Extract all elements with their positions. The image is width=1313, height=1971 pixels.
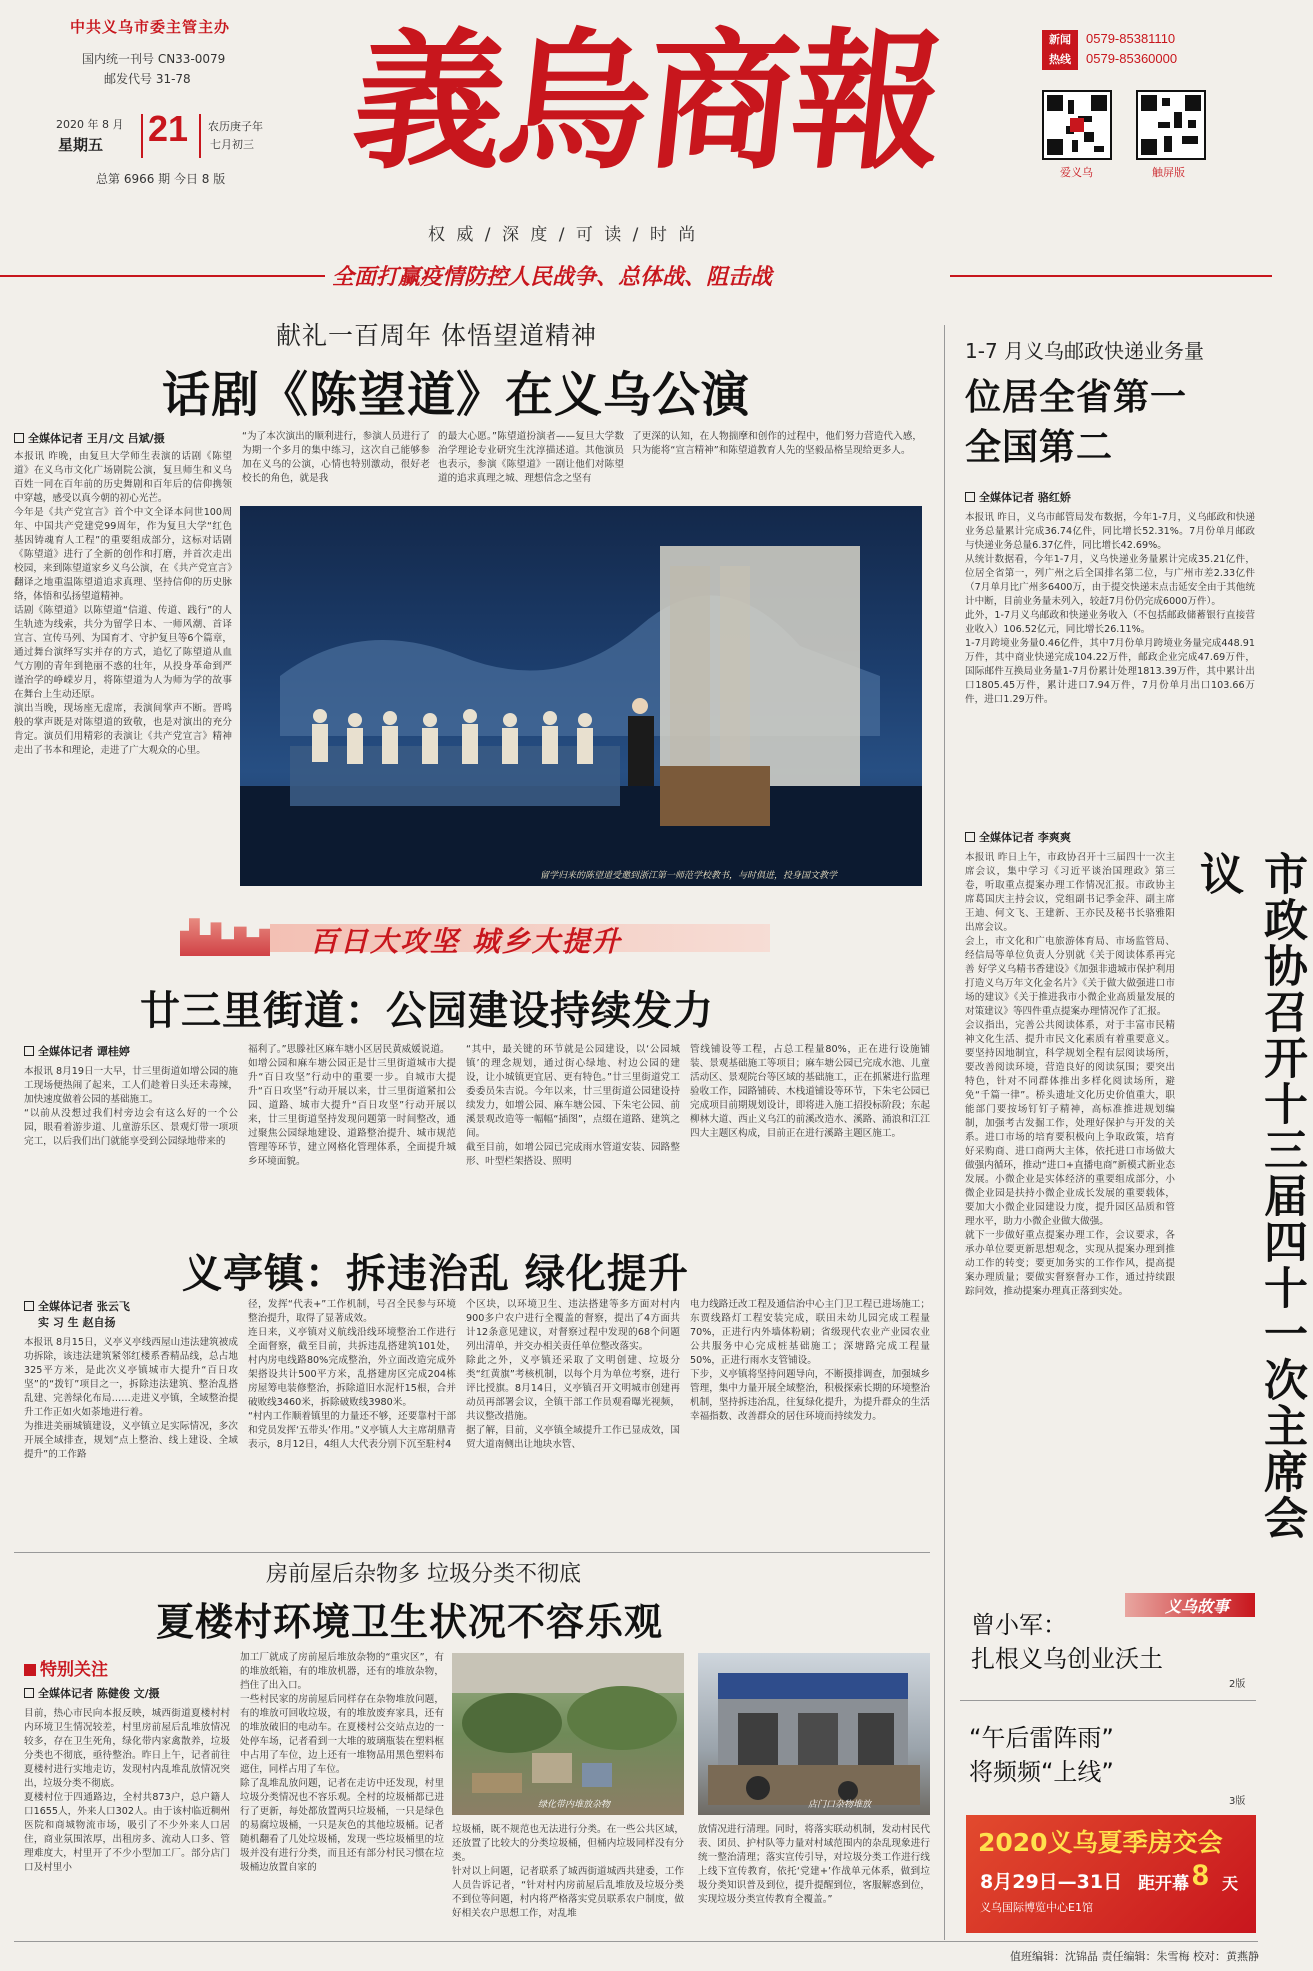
nianshan-article	[0, 965, 940, 1235]
weather-title-2: 将频频“上线”	[969, 1758, 1114, 1786]
lead-byline-text: 全媒体记者 王月/文 吕斌/摄	[28, 432, 165, 445]
lead-kicker: 献礼一百周年 体悟望道精神	[276, 321, 597, 350]
cppcc-byline-text: 全媒体记者 李爽爽	[979, 831, 1071, 844]
xialou-photo-greenbelt	[452, 1653, 684, 1815]
nianshan-headline: 廿三里街道：公园建设持续发力	[140, 988, 714, 1034]
xialou-photo-storefront	[698, 1653, 930, 1815]
story-teaser[interactable]	[955, 1585, 1260, 1695]
cppcc-body: 本报讯 昨日上午，市政协召开十三届四十一次主席会议，集中学习《习近平谈治国理政》第三卷，听取重点提案办理工作情况汇报。市政协主席葛国庆主持会议，党组副书记季金萍、副主席王迪、何文飞、王建新、王亦民及秘书长骆雅阳出席会议。 会上，市文化和广电旅游体育局、市场监管局、经信局等单位负责人分别就《关于阅读体系再完善 好学义乌精书香建设》《加强非遗城市保护利用 打造义乌万年文化金名片》《关于做大做强进口市场的建议》《关于推进我市小微企业高质量发展的对策建议》等四件重点提案办理情况作了汇报。 会议指出，完善公共阅读体系，对于丰富市民精神文化生活、提升市民文化素质有着重要意义。要坚持因地制宜，科学规划全程有层阅读场所，要改善阅读环境，营造良好的阅读氛围；要突出特色，针对不同群体推出多样化阅读场所，避免“千篇一律”。桥头遗址文化历史价值重大，职能部门要按场钉钉子精神，高标准推进规划编制，加强考古发掘工作，处理好保护与开发的关系。进口市场的培育要积极向上争取政策，培育好采购商、进口商两大主体，依托进口市场做大做强内循环，推动“进口+直播电商”新模式新业态发展。小微企业是实体经济的重要组成部分，小微企业园是扶持小微企业成长发展的重要载体，要加大小微企业园建设力度，提升园区品质和管理水平，助力小微企业做大做强。 就下一步做好重点提案办理工作，会议要求，各承办单位要更新思想观念，实现从提案办理到推动工作的转变；要更加务实的工作作风，提高提案办理质量；要做实督察督办工作，通过持续跟踪问效，推动提案办理真正落到实处。	[965, 852, 1175, 1297]
footer-rule	[14, 1941, 1258, 1942]
xialou-caption-2: 店门口杂物堆放	[808, 1800, 872, 1810]
byline-box-icon	[24, 1046, 34, 1056]
date-divider-2	[199, 114, 201, 158]
hotline-badge	[1042, 30, 1078, 70]
yiting-column-1: 本报讯 8月15日，义亭义亭线西屋山违法建筑被成功拆除，该违法建筑紧邻红楼系香精品线，总占地325平方米，是此次义亭镇城市大提升“百日攻坚”的“拨钉”项目之一，拆除违法建筑、整治乱搭乱建、完善绿化布局……走进义亭镇，全域整治提升工作正如火如荼地进行着。 为推进美丽城镇建设，义亭镇立足实际情况，多次开展全域排查，规划“点上整治、线上建设、全域提升”的工作路	[24, 1337, 238, 1460]
xialou-headline: 夏楼村环境卫生状况不容乐观	[156, 1600, 664, 1644]
newspaper-title: 義烏商報	[345, 14, 949, 190]
nianshan-column-4: 管线铺设等工程，占总工程量80%，正在进行设施铺装、景观基础施工等项目；麻车塘公园已完成水池、儿童活动区、景观院台等区域的基础施工，正在抓紧进行监理验收工作，园路铺砖、木栈道铺设等环节，下朱宅公园已完成项目前期规划设计，即将进入施工招投标阶段；东起柳林大道、西止义乌江的前溪改造水、溪路、涌浪和江江四大主题区构成，目前正在进行溪路主题区施工。	[690, 1044, 930, 1139]
express-kicker: 1-7 月义乌邮政快递业务量	[965, 339, 1205, 363]
cppcc-byline	[965, 829, 1071, 845]
xialou-byline	[24, 1685, 160, 1701]
nianshan-byline-text: 全媒体记者 谭桂婷	[38, 1045, 130, 1058]
right-column-divider	[944, 325, 945, 1940]
yiting-byline-2: 实 习 生 赵自扬	[38, 1316, 116, 1329]
stage-scene-svg	[240, 506, 922, 886]
qr-label-ai-yiwu: 爱义乌	[1060, 166, 1093, 179]
special-focus-icon	[24, 1664, 36, 1676]
weather-title-1: “午后雷阵雨”	[969, 1724, 1114, 1752]
nianshan-column-2: 福利了。”思滕社区麻车塘小区居民黄威媛说道。 如增公园和麻车塘公园正是廿三里街道城市大提升“百日攻坚”行动中的重要一步。自城市大提升“百日攻坚”行动开展以来，廿三里街道紧扣公园、道路、城市大提升“百日攻坚”行动开展以来，廿三里街道坚持发现问题第一时间整改，通过聚焦公园绿地建设、道路整治提升、城市规范管理等环节，建立网格化管理体系，全面提升城乡环境面貌。	[248, 1044, 456, 1167]
express-headline-1: 位居全省第一	[965, 377, 1188, 418]
byline-box-icon	[24, 1301, 34, 1311]
house-fair-title: 2020义乌夏季房交会	[978, 1828, 1223, 1857]
masthead	[0, 0, 1272, 300]
lead-column-4: 了更深的认知，在人物揣摩和创作的过程中，他们努力营造代入感，只为能将“宣言精神”和陈望道教育人先的坚毅品格呈现给更多人。	[632, 431, 922, 456]
express-headline-2: 全国第二	[965, 427, 1114, 468]
lunar-date-2: 七月初三	[210, 138, 254, 151]
lead-column-1: 本报讯 昨晚，由复旦大学师生表演的话剧《陈望道》在义乌市文化广场剧院公演，复旦师生和义乌百姓一同在百年前的历史舞剧和百年后的信仰携领中穿越，感受以真今朝的初心光芒。 今年是《共产党宣言》首个中文全译本问世100周年、中国共产党建党99周年，作为复旦大学“红色基因铸魂育人工程”的重要组成部分，这标对话剧《陈望道》进行了全新的创作和打磨，并首次走出校园，来到陈望道家乡义乌公演，在《共产党宣言》翻译之地重温陈望道追求真理、坚持信仰的历史脉络，体悟和弘扬望道精神。 话剧《陈望道》以陈望道“信道、传道、践行”的人生轨迹为线索，共分为留学日本、一师风潮、首译宣言、宣传马列、为国育才、守护复旦等6个篇章，通过舞台演绎写实并存的方式，追忆了陈望道从血气方刚的青年到艳丽不惑的壮年，从投身革命到严谨治学的峥嵘岁月，将陈望道为人为师为学的故事在舞台上生动还原。 演出当晚，现场座无虚席，表演间掌声不断。晋鸣般的掌声既是对陈望道的致敬，也是对演出的充分肯定。演员们用精彩的表演让《共产党宣言》精神走出了书本和理论，走进了广大观众的心里。	[14, 451, 232, 756]
lead-headline: 话剧《陈望道》在义乌公演	[162, 367, 751, 423]
special-focus-tag	[24, 1655, 108, 1680]
lead-byline	[14, 430, 165, 446]
qr-label-mobile: 触屏版	[1152, 166, 1185, 179]
issue-info: 总第 6966 期 今日 8 版	[96, 172, 226, 186]
weather-page-ref: 3版	[1229, 1796, 1246, 1807]
story-tag: 义乌故事	[1165, 1597, 1230, 1616]
lead-column-3: 的最大心愿。”陈望道扮演者——复旦大学数治学理论专业研究生沈淳描述道。其他演员也表示，参演《陈望道》一剧让他们对陈望道的追求真理之城、理想信念之坚有	[438, 431, 624, 484]
story-title-1: 曾小军：	[971, 1611, 1067, 1639]
xialou-caption-1: 绿化带内堆放杂物	[538, 1800, 611, 1810]
qr-code-ai-yiwu[interactable]	[1042, 90, 1112, 160]
byline-box-icon	[965, 492, 975, 502]
campaign-skyline	[180, 914, 270, 956]
cppcc-article	[955, 815, 1307, 1585]
lead-article	[0, 300, 930, 900]
section-divider	[14, 1552, 930, 1553]
nianshan-column-3: “其中，最关键的环节就是公园建设，以‘公园城镇’的理念规划，通过街心绿地、村边公园的建设，让小城镇更宜居、更有特色。”廿三里街道党工委委员朱吉说。今年以来，廿三里街道公园建设持续发力，如增公园、麻车塘公园、下朱宅公园、前溪景观改造等一幅幅“插图”，点缀在道路、建筑之间。 截至目前，如增公园已完成雨水管道安装、园路整形、叶型栏架搭设、照明	[466, 1044, 680, 1167]
yiting-column-4: 电力线路迁改工程及通信治中心主门卫工程已进场施工；东贾线路灯工程安装完成，联田未幼儿园完成工程量70%，正进行内外墙体粉刷；省级现代农业产业园农业公共服务中心完成桩基础施工；深塘路完成工程量50%，正进行雨水支管铺设。 下步，义亭镇将坚持问题导向，不断摸排调查，加强城乡管理，集中力量开展全域整治，积极探索长期的环境整治机制，坚持拆违治乱，往复绿化提升，为提升群众的生活幸福指数、改善群众的居住环境而持续发力。	[690, 1299, 930, 1422]
postal-code: 邮发代号 31-78	[104, 72, 191, 86]
weekday: 星期五	[58, 136, 104, 154]
weather-teaser[interactable]	[955, 1700, 1260, 1810]
nianshan-column-1: 本报讯 8月19日一大早，廿三里街道如增公园的施工现场便热闹了起来，工人们趁着日头还未毒辣，加快速度做着公园的基础施工。 “以前从没想过我们村旁边会有这么好的一个公园，眼看着游步道、儿童游乐区、景观灯带一项项完工，以后我们出门就能享受到公园绿地带来的	[24, 1066, 238, 1147]
house-fair-venue: 义乌国际博览中心E1馆	[980, 1901, 1093, 1914]
yiting-column-3: 个区块，以环境卫生、违法搭建等多方面对村内900多户农户进行全覆盖的督察，提出了4方面共计12条意见建议，对督察过程中发现的68个问题列出清单，并交办相关责任单位整改落实。 除此之外，义亭镇还采取了文明创建、垃圾分类“红黄旗”考核机制，以每个月为单位考察，进行评比授旗。8月14日，义亭镇召开文明城市创建再动员再部署会议，全镇干部工作员观看曝光视频，共议整改措施。 据了解，目前，义亭镇全域提升工作已显成效，国贸大道南侧出让地块水管、	[466, 1299, 680, 1450]
banner-rule-left	[0, 275, 325, 277]
house-fair-ad[interactable]	[966, 1815, 1256, 1933]
xialou-article	[0, 1555, 940, 1940]
xialou-column-1: 目前，热心市民向本报反映，城西街道夏楼村村内环境卫生情况较差，村里房前屋后乱堆放情况较多，存在卫生死角，绿化带内家禽散养，垃圾分类也不彻底，亟待整治。昨日上午，记者前往夏楼村进行实地走访，发现村内乱堆乱放情况突出，垃圾分类不彻底。 夏楼村位于四通路边，全村共873户，总户籍人口1655人，外来人口302人。由于该村临近稠州医院和商城物流市场，吸引了不少外来人口居住，商业氛围浓厚，出租房多、流动人口多、管理难度大，村里开了不少小型加工厂。部分店门口及村里小	[24, 1708, 230, 1873]
phone-1: 0579-85381110	[1086, 31, 1176, 46]
xialou-column-2: 加工厂就成了房前屋后堆放杂物的“重灾区”，有的堆放纸箱，有的堆放机器，还有的堆放杂物，挡住了出入口。 一些村民家的房前屋后同样存在杂物堆放问题，有的堆放可回收垃圾，有的堆放废弃家具，还有的堆放破旧的电动车。在夏楼村公交站点边的一处停车场，记者看到一大堆的玻璃瓶装在塑料框中占用了车位，边上还有一堆物品用黑色塑料布遮住，同样占用了车位。 除了乱堆乱放问题，记者在走访中还发现，村里垃圾分类情况也不容乐观。全村的垃圾桶都已进行了更新，每处都放置两只垃圾桶，一只是绿色的易腐垃圾桶，一只是灰色的其他垃圾桶。记者随机翻看了几处垃圾桶，发现一些垃圾桶里的垃圾并没有进行分类，而且还有部分村民习惯在垃圾桶边放置自家的	[240, 1652, 444, 1873]
day-number: 21	[148, 108, 189, 149]
campaign-banner	[150, 912, 790, 960]
special-focus-label: 特别关注	[40, 1660, 108, 1680]
byline-box-icon	[14, 433, 24, 443]
yiting-headline: 义亭镇：拆违治乱 绿化提升	[182, 1251, 689, 1297]
footer-editors: 值班编辑：沈锦晶 责任编辑：朱雪梅 校对：黄燕静	[1010, 1950, 1259, 1963]
issn: 国内统一刊号 CN33-0079	[82, 52, 226, 66]
xialou-kicker: 房前屋后杂物多 垃圾分类不彻底	[266, 1562, 581, 1587]
xialou-column-4: 放情况进行清理。同时，将落实联动机制，发动村民代表、团员、护村队等力量对村域范围内的杂乱现象进行统一整治清理；落实宣传引导，对垃圾分类工作进行线上线下宣传教育，依托‘党建+’作战单元体系，做到垃圾分类知识普及到位，提升提醒到位，客服解惑到位，实现垃圾分类宣传教育全覆盖。”	[698, 1824, 930, 1905]
yiting-article	[0, 1240, 940, 1560]
date-divider	[141, 114, 143, 158]
qr-code-mobile[interactable]	[1136, 90, 1206, 160]
house-fair-dates: 8月29日—31日	[980, 1871, 1123, 1893]
byline-box-icon	[24, 1688, 34, 1698]
hotline-label-2: 热线	[1049, 53, 1071, 66]
sponsor: 中共义乌市委主管主办	[70, 18, 231, 36]
lead-photo-caption: 留学归来的陈望道受邀到浙江第一师范学校教书，与时俱进，投身国文教学	[540, 871, 838, 881]
yiting-column-2: 径，发挥“代表+”工作机制，号召全民参与环境整治提升，取得了显著成效。 连日来，义亭镇对义航线沿线环境整治工作进行全面督察，截至目前，共拆违乱搭建筑101处，村内房电线路80%完成整治，外立面改造完成外架搭设共计500平方米，乱搭建房区完成204栋房屋筹电装修整治，拆除道旧水泥杆15根，合并破败线3460米，拆除破败线3980米。 “村内工作顺着镇里的力量还不够，还要靠村干部和党员发挥‘五带头’作用。”义亭镇人大主席胡鼎青表示，8月12日，4组人大代表分别下沉至駐村4	[248, 1299, 456, 1450]
greenbelt-scene-svg	[452, 1653, 684, 1815]
express-byline-text: 全媒体记者 骆红娇	[979, 491, 1071, 504]
nianshan-byline	[24, 1043, 130, 1059]
campaign-slogan: 百日大攻坚 城乡大提升	[310, 925, 622, 958]
cppcc-headline: 市政协召开十三届四十一次主席会议	[1192, 851, 1307, 1541]
countdown-unit: 天	[1222, 1874, 1239, 1893]
xialou-column-3: 垃圾桶，既不规范也无法进行分类。在一些公共区域，还放置了比较大的分类垃圾桶，但桶内垃圾同样没有分类。 针对以上问题，记者联系了城西街道城西共建委，工作人员告诉记者，“针对村内房前屋后乱堆放及垃圾分类不到位等问题，村内将严格落实党员联系农户制度，做好相关农户思想工作，对乱堆	[452, 1824, 684, 1919]
story-title-2: 扎根义乌创业沃土	[971, 1645, 1163, 1673]
banner-rule-right	[950, 275, 1272, 277]
countdown-label: 距开幕	[1138, 1874, 1189, 1894]
lunar-date-1: 农历庚子年	[208, 120, 263, 133]
express-article	[955, 325, 1260, 825]
xialou-byline-text: 全媒体记者 陈健俊 文/摄	[38, 1687, 160, 1700]
date-line: 2020 年 8 月	[56, 118, 124, 131]
hotline-label-1: 新闻	[1049, 33, 1071, 46]
banner-slogan: 全面打赢疫情防控人民战争、总体战、阻击战	[332, 265, 773, 290]
lead-photo-stage	[240, 506, 922, 886]
yiting-byline-1	[24, 1298, 130, 1314]
lead-column-2: “为了本次演出的顺利进行，参演人员进行了为期一个多月的集中练习，这次自己能够参加在义乌的公演，心情也特别激动，很好老校长的角色，就是我	[242, 431, 430, 484]
phone-2: 0579-85360000	[1086, 51, 1178, 66]
express-body: 本报讯 昨日，义乌市邮管局发布数据，今年1-7月，义乌邮政和快递业务总量累计完成36.74亿件，同比增长52.31%。7月份单月邮政与快递业务总量6.37亿件，同比增长42.69%。 从统计数据看，今年1-7月，义乌快递业务量累计完成35.21亿件，位居全省第一，列广州之后全国排名第二位，与广州市差2.33亿件（7月单月比广州多6400万，由于提交快递末点击延安全由于其他统计中断，目前业务量未列入，较赶7月份仍完成6000万件）。 此外，1-7月义乌邮政和快递业务收入（不包括邮政储蓄银行直接营业收入）106.52亿元，同比增长26.11%。 1-7月跨境业务量0.46亿件，其中7月份单月跨境业务量完成448.91万件，其中商业快递完成104.22万件，邮政企业完成47.69万件，国际邮件互换局业务量1-7月份累计处理1813.39万件，其中累计出口1805.45万件，累计进口7.94万件，7月份单月出口103.66万件，进口1.29万件。	[965, 512, 1255, 705]
storefront-scene-svg	[698, 1653, 930, 1815]
slogan: 权 威 / 深 度 / 可 读 / 时 尚	[428, 225, 699, 245]
byline-box-icon	[965, 832, 975, 842]
yiting-byline-text-1: 全媒体记者 张云飞	[38, 1300, 130, 1313]
story-page-ref: 2版	[1229, 1679, 1246, 1690]
countdown-days: 8	[1192, 1859, 1209, 1892]
express-byline	[965, 489, 1071, 505]
